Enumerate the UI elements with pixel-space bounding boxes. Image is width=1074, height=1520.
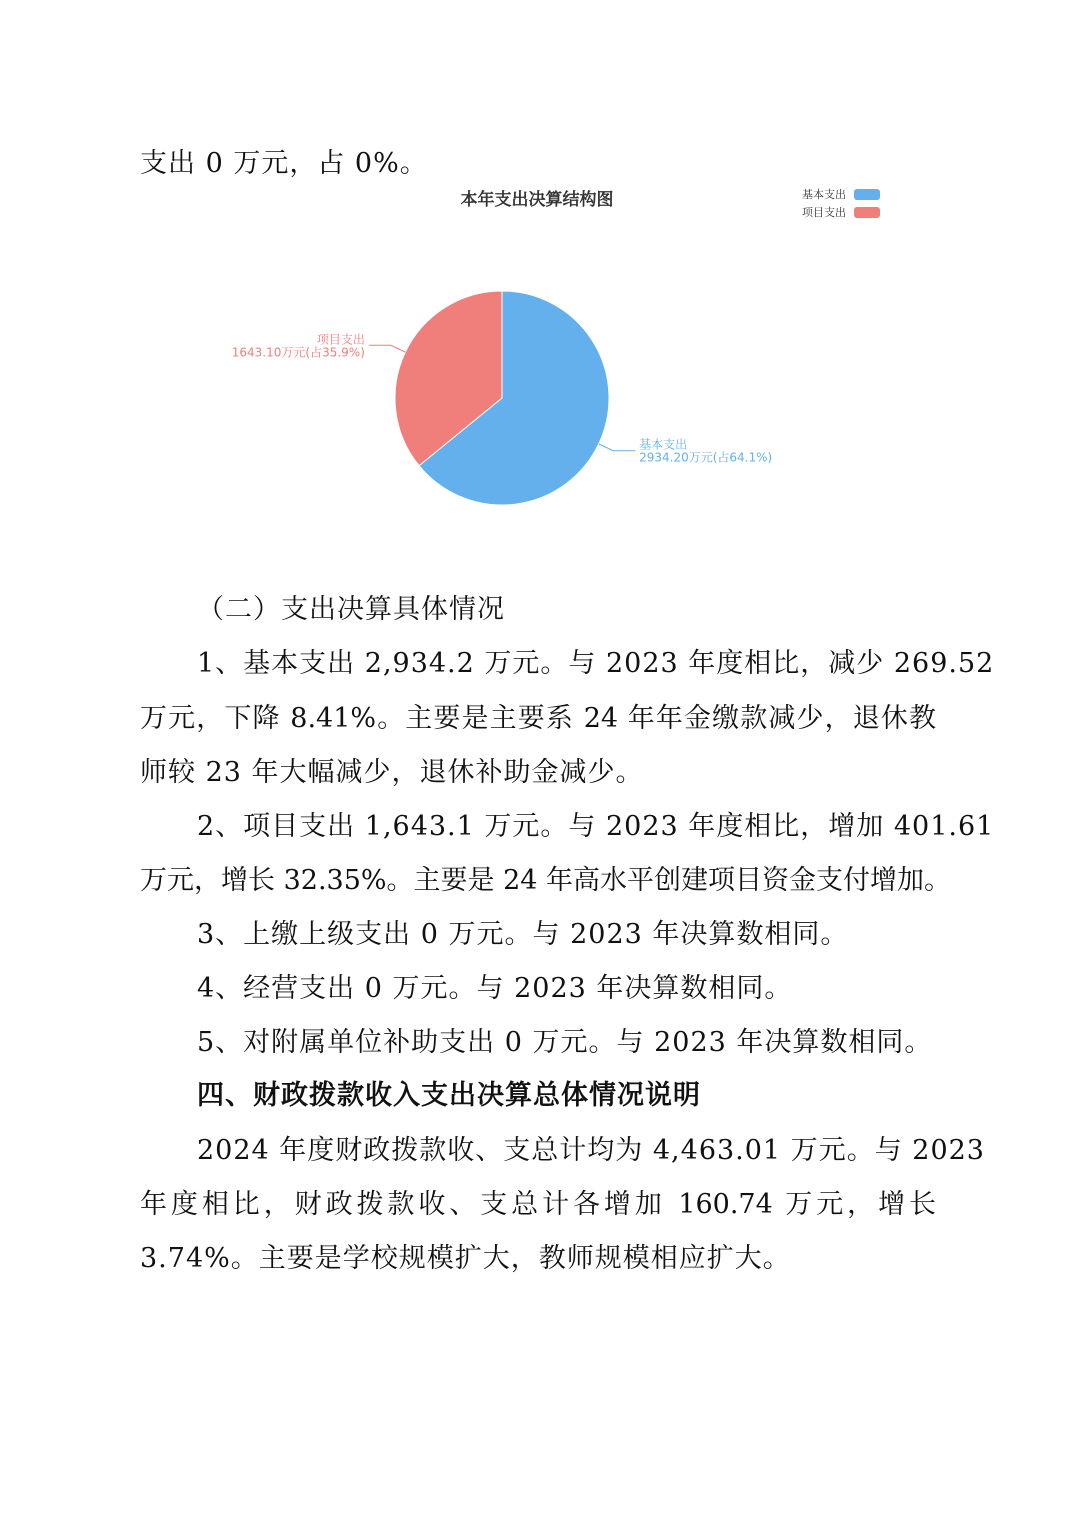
expenditure-pie-chart (200, 180, 900, 530)
item2-line2: 万元，增长 32.35%。主要是 24 年高水平创建项目资金支付增加。 (140, 865, 952, 896)
para4-line1: 2024 年度财政拨款收、支总计均为 4,463.01 万元。与 2023 (197, 1135, 985, 1166)
intro-line: 支出 0 万元，占 0%。 (140, 148, 428, 179)
legend-label-basic: 基本支出 (802, 188, 846, 201)
legend-swatch-basic (854, 189, 880, 200)
section2-title: （二）支出决算具体情况 (197, 594, 505, 625)
chart-legend (802, 187, 880, 219)
legend-swatch-project (854, 207, 880, 218)
para4-line3: 3.74%。主要是学校规模扩大，教师规模相应扩大。 (140, 1243, 791, 1274)
para4-line2: 年度相比，财政拨款收、支总计各增加 160.74 万元，增长 (140, 1189, 936, 1220)
pie-chart-svg (200, 180, 900, 530)
item1-line1: 1、基本支出 2,934.2 万元。与 2023 年度相比，减少 269.52 (197, 648, 995, 679)
item4: 4、经营支出 0 万元。与 2023 年决算数相同。 (197, 973, 793, 1004)
leader-line-basic (599, 444, 635, 451)
pie-label-name-project: 项目支出 (316, 332, 365, 347)
leader-line-project (369, 345, 405, 352)
legend-label-project: 项目支出 (802, 206, 846, 219)
item2-line1: 2、项目支出 1,643.1 万元。与 2023 年度相比，增加 401.61 (197, 811, 995, 842)
item1-line3: 师较 23 年大幅减少，退休补助金减少。 (140, 757, 644, 788)
pie-label-name-basic: 基本支出 (639, 437, 688, 452)
pie-label-value-basic: 2934.20万元(占64.1%) (639, 450, 773, 465)
pie-label-value-project: 1643.10万元(占35.9%) (231, 345, 365, 360)
item1-line2: 万元，下降 8.41%。主要是主要系 24 年年金缴款减少，退休教 (140, 703, 936, 734)
item5: 5、对附属单位补助支出 0 万元。与 2023 年决算数相同。 (197, 1027, 933, 1058)
item3: 3、上缴上级支出 0 万元。与 2023 年决算数相同。 (197, 919, 849, 950)
pie-slices (395, 291, 609, 505)
chart-title: 本年支出决算结构图 (460, 190, 614, 210)
section4-title: 四、财政拨款收入支出决算总体情况说明 (197, 1080, 701, 1111)
